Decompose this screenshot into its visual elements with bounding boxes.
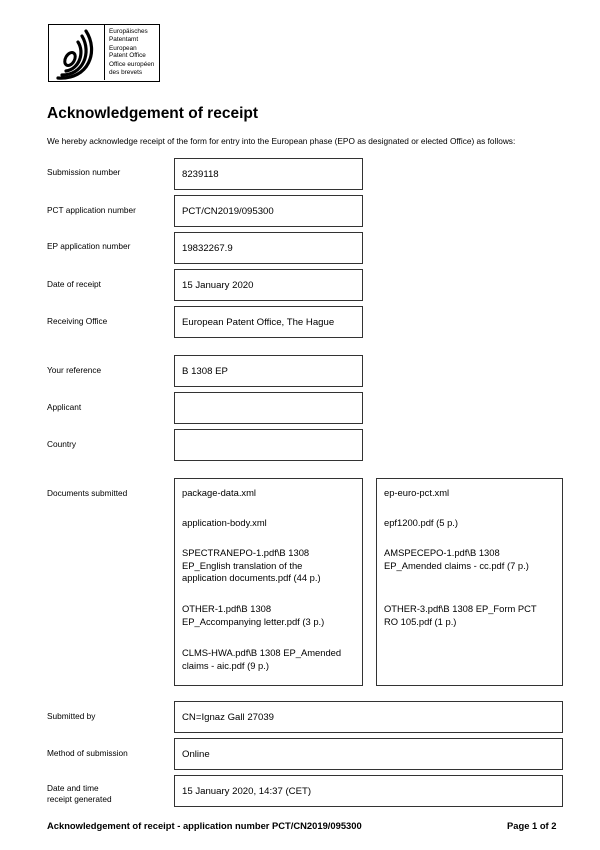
logo-text-line: European xyxy=(109,44,137,52)
submitted-by-field: CN=Ignaz Gall 27039 xyxy=(174,701,563,733)
epo-logo-text xyxy=(109,28,154,78)
document-item: ep-euro-pct.xml xyxy=(384,487,450,498)
logo-text-line: Patent Office xyxy=(109,52,146,60)
logo-text-line: des brevets xyxy=(109,68,143,76)
document-item: OTHER-3.pdf\B 1308 EP_Form PCT RO 105.pdf (1 p.) xyxy=(384,603,537,627)
receiving-office-label: Receiving Office xyxy=(47,316,108,326)
submitted-by-label: Submitted by xyxy=(47,711,96,721)
date-time-generated-field: 15 January 2020, 14:37 (CET) xyxy=(174,775,563,807)
ep-application-number-field: 19832267.9 xyxy=(174,232,363,264)
your-reference-label: Your reference xyxy=(47,365,102,375)
footer-document-title: Acknowledgement of receipt - application number PCT/CN2019/095300 xyxy=(47,820,362,831)
method-of-submission-label: Method of submission xyxy=(47,748,128,758)
page-number: Page 1 of 2 xyxy=(507,820,557,831)
receiving-office-field: European Patent Office, The Hague xyxy=(174,306,363,338)
document-item: CLMS-HWA.pdf\B 1308 EP_Amended claims - aic.pdf (9 p.) xyxy=(182,647,342,671)
document-item: SPECTRANEPO-1.pdf\B 1308 EP_English translation of the application documents.pdf (44 p.) xyxy=(182,547,321,583)
intro-text: We hereby acknowledge receipt of the form for entry into the European phase (EPO as designated or elected Office) as follows: xyxy=(47,136,516,146)
pct-application-number-label: PCT application number xyxy=(47,205,136,215)
documents-submitted-label: Documents submitted xyxy=(47,488,128,498)
date-of-receipt-label: Date of receipt xyxy=(47,279,101,289)
logo-text-line: Europäisches xyxy=(109,28,148,35)
logo-text-line: Patentamt xyxy=(109,35,139,43)
country-label: Country xyxy=(47,439,77,449)
document-item: epf1200.pdf (5 p.) xyxy=(384,517,459,528)
submission-number-field: 8239118 xyxy=(174,158,363,190)
epo-logo-mark-icon xyxy=(49,25,105,80)
your-reference-field: B 1308 EP xyxy=(174,355,363,387)
documents-list-left xyxy=(174,478,363,686)
ep-application-number-label: EP application number xyxy=(47,241,131,251)
method-of-submission-field: Online xyxy=(174,738,563,770)
logo-text-line: Office européen xyxy=(109,61,155,69)
date-time-generated-label: Date and time receipt generated xyxy=(47,783,112,804)
document-item: AMSPECEPO-1.pdf\B 1308 EP_Amended claims - cc.pdf (7 p.) xyxy=(384,547,529,571)
document-item: package-data.xml xyxy=(182,487,256,498)
submission-number-label: Submission number xyxy=(47,167,121,177)
country-field xyxy=(174,429,363,461)
epo-logo xyxy=(48,24,160,82)
pct-application-number-field: PCT/CN2019/095300 xyxy=(174,195,363,227)
page-title: Acknowledgement of receipt xyxy=(47,105,259,122)
date-of-receipt-field: 15 January 2020 xyxy=(174,269,363,301)
applicant-field xyxy=(174,392,363,424)
document-item: application-body.xml xyxy=(182,517,267,528)
applicant-label: Applicant xyxy=(47,402,82,412)
documents-list-right xyxy=(376,478,563,686)
document-item: OTHER-1.pdf\B 1308 EP_Accompanying letter.pdf (3 p.) xyxy=(182,603,325,627)
